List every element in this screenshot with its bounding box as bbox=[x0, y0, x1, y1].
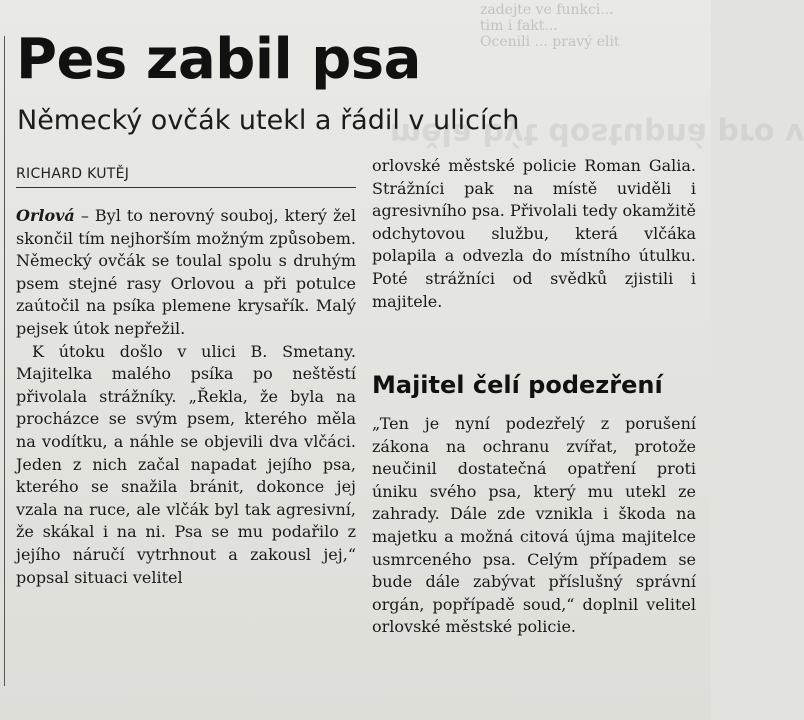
article-column-3 bbox=[372, 413, 696, 639]
bleed-line: tim i fakt... bbox=[480, 18, 558, 34]
bleed-through-mirrored-headline: měla být dostupná pro v bbox=[390, 116, 804, 151]
paragraph: K útoku došlo v ulici B. Smetany. Majitelka malého psíka po neštěstí přivolala strážníky. „Řekla, že byla na procházce se svým psem, kterého měla na vodítku, a náhle se objevili dva vlčáci. Jeden z nich začal napadat jejího psa, kterého se snažila bránit, dokonce jej vzala na ruce, ale vlčák byl tak agresivní, že skákal i na ni. Psa se mu podařilo z jejího náručí vytrhnout a zakousl jej,“ popsal situaci velitel bbox=[16, 341, 356, 587]
article-column-2 bbox=[372, 155, 696, 313]
bleed-through-text bbox=[480, 2, 710, 50]
paragraph-continued: orlovské městské policie Roman Galia. Strážníci pak na místě uviděli i agresivního psa. Přivolali tedy okamžitě odchytovou službu, která vlčáka polapila a odvezla do místního útulku. Poté strážníci od svědků zjistili i majitele. bbox=[372, 156, 696, 311]
bleed-line: Ocenili ... pravý elit bbox=[480, 34, 620, 50]
paragraph-lead bbox=[16, 205, 356, 341]
headline: Pes zabil psa bbox=[16, 27, 421, 92]
byline: RICHARD KUTĚJ bbox=[16, 165, 356, 188]
lead-text: – Byl to nerovný souboj, který žel skončil tím nejhorším možným způsobem. Německý ovčák se toulal spolu s druhým psem stejné rasy Orlovou a při potulce zaútočil na psíka plemene krysařík. Malý pejsek útok nepřežil. bbox=[16, 206, 356, 338]
article-column-1 bbox=[16, 205, 356, 589]
column-rule bbox=[4, 36, 5, 686]
paragraph-quote: „Ten je nyní podezřelý z porušení zákona na ochranu zvířat, protože neučinil dostatečná opatření proti úniku svého psa, který mu utekl ze zahrady. Dále zde vznikla i škoda na majetku a možná citová újma majitelce usmrceného psa. Celým případem se bude dále zabývat příslušný správní orgán, popřípadě soud,“ doplnil velitel orlovské městské policie. bbox=[372, 414, 696, 637]
dateline: Orlová bbox=[16, 206, 75, 225]
bleed-line: zadejte ve funkci... bbox=[480, 2, 614, 18]
subheadline: Německý ovčák utekl a řádil v ulicích bbox=[17, 105, 520, 136]
section-heading: Majitel čelí podezření bbox=[372, 371, 663, 399]
